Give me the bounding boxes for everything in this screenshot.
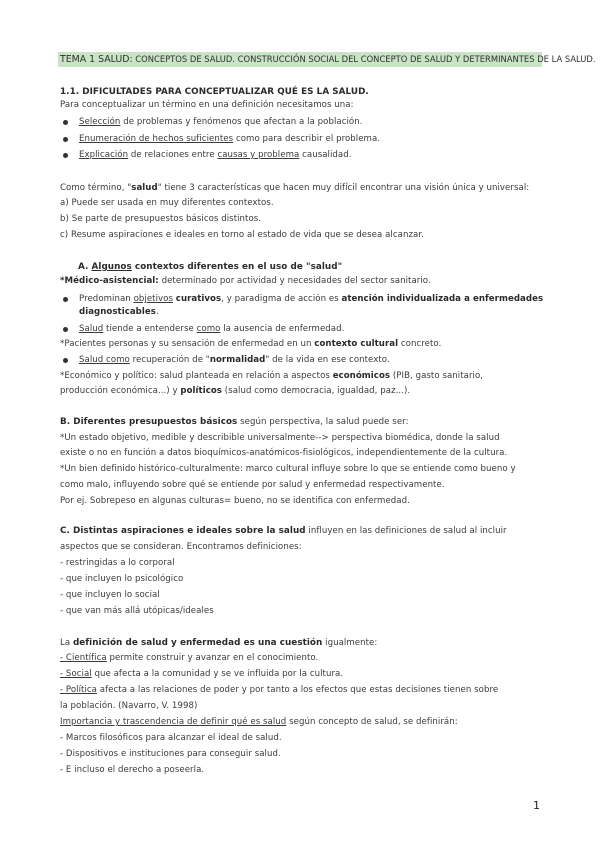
- list-item: - Dispositivos e instituciones para conseguir salud.: [60, 749, 281, 759]
- section-heading-d: La definición de salud y enfermedad es una cuestión igualmente:: [60, 638, 378, 648]
- page-number: 1: [533, 799, 540, 812]
- list-item: - que incluyen lo social: [60, 590, 160, 600]
- paragraph-line: aspectos que se consideran. Encontramos definiciones:: [60, 542, 302, 552]
- list-item: Explicación de relaciones entre causas y problema causalidad.: [79, 150, 352, 160]
- paragraph-line: *Un estado objetivo, medible y describible universalmente--> perspectiva biomédica, donde la salud: [60, 433, 500, 443]
- paragraph-line: *Económico y político: salud planteada en relación a aspectos económicos (PIB, gasto sanitario,: [60, 371, 484, 381]
- bullet-dot: [63, 327, 68, 332]
- paragraph-line: *Un bien definido histórico-culturalmente: marco cultural influye sobre lo que se entiende como bueno y: [60, 464, 516, 474]
- paragraph-line: Como término, "salud" tiene 3 características que hacen muy difícil encontrar una visión única y universal:: [60, 183, 530, 193]
- list-item: - E incluso el derecho a poseerla.: [60, 765, 205, 775]
- paragraph-line: Por ej. Sobrepeso en algunas culturas= bueno, no se identifica con enfermedad.: [60, 496, 410, 506]
- list-item: a) Puede ser usada en muy diferentes contextos.: [60, 198, 274, 208]
- list-item: - que van más allá utópicas/ideales: [60, 606, 214, 616]
- list-item: Selección de problemas y fenómenos que afectan a la población.: [79, 117, 363, 127]
- list-item: - Científica permite construir y avanzar en el conocimiento.: [60, 653, 319, 663]
- bullet-dot: [63, 120, 68, 125]
- list-item: Enumeración de hechos suficientes como para describir el problema.: [79, 134, 381, 144]
- list-item: c) Resume aspiraciones e ideales en torno al estado de vida que se desea alcanzar.: [60, 230, 424, 240]
- list-item: - Política afecta a las relaciones de poder y por tanto a los efectos que estas decisiones tienen sobre: [60, 685, 499, 695]
- list-item: - Social que afecta a la comunidad y se ve influida por la cultura.: [60, 669, 344, 679]
- bullet-dot: [63, 358, 68, 363]
- bullet-dot: [63, 137, 68, 142]
- paragraph-line: como malo, influyendo sobre qué se entiende por salud y enfermedad respectivamente.: [60, 480, 445, 490]
- paragraph-line: existe o no en función a datos bioquímicos-anatómicos-fisiológicos, independientemente de la cultura.: [60, 448, 508, 458]
- list-item: - restringidas a lo corporal: [60, 558, 175, 568]
- paragraph-line: *Médico-asistencial: determinado por actividad y necesidades del sector sanitario.: [60, 276, 431, 286]
- list-item: Salud como recuperación de "normalidad" de la vida en ese contexto.: [79, 355, 390, 365]
- intro-line: Para conceptualizar un término en una definición necesitamos una:: [60, 100, 354, 110]
- paragraph-line: Importancia y trascendencia de definir qué es salud según concepto de salud, se definirán:: [60, 717, 458, 727]
- list-item: Predominan objetivos curativos, y paradigma de acción es atención individualizada a enfermedades: [79, 294, 544, 304]
- section-heading-c: C. Distintas aspiraciones e ideales sobre la salud influyen en las definiciones de salud al incluir: [60, 526, 507, 536]
- paragraph-line: producción económica...) y políticos (salud como democracia, igualdad, paz...).: [60, 386, 411, 396]
- list-item: b) Se parte de presupuestos básicos distintos.: [60, 214, 262, 224]
- bullet-dot: [63, 297, 68, 302]
- document-title: TEMA 1 SALUD: CONCEPTOS DE SALUD. CONSTRUCCIÓN SOCIAL DEL CONCEPTO DE SALUD Y DETERMINANTES DE LA SALUD.: [60, 54, 596, 65]
- list-item-continuation: la población. (Navarro, V. 1998): [60, 701, 198, 711]
- paragraph-line: *Pacientes personas y su sensación de enfermedad en un contexto cultural concreto.: [60, 339, 442, 349]
- list-item: Salud tiende a entenderse como la ausencia de enfermedad.: [79, 324, 345, 334]
- list-item: - Marcos filosóficos para alcanzar el ideal de salud.: [60, 733, 282, 743]
- section-heading-b: B. Diferentes presupuestos básicos según perspectiva, la salud puede ser:: [60, 417, 409, 427]
- bullet-dot: [63, 153, 68, 158]
- section-heading-1-1: 1.1. DIFICULTADES PARA CONCEPTUALIZAR QUÉ ES LA SALUD.: [60, 87, 369, 97]
- section-heading-a: A. Algunos contextos diferentes en el uso de "salud": [78, 262, 343, 272]
- list-item: - que incluyen lo psicológico: [60, 574, 184, 584]
- list-item-continuation: diagnosticables.: [79, 307, 159, 317]
